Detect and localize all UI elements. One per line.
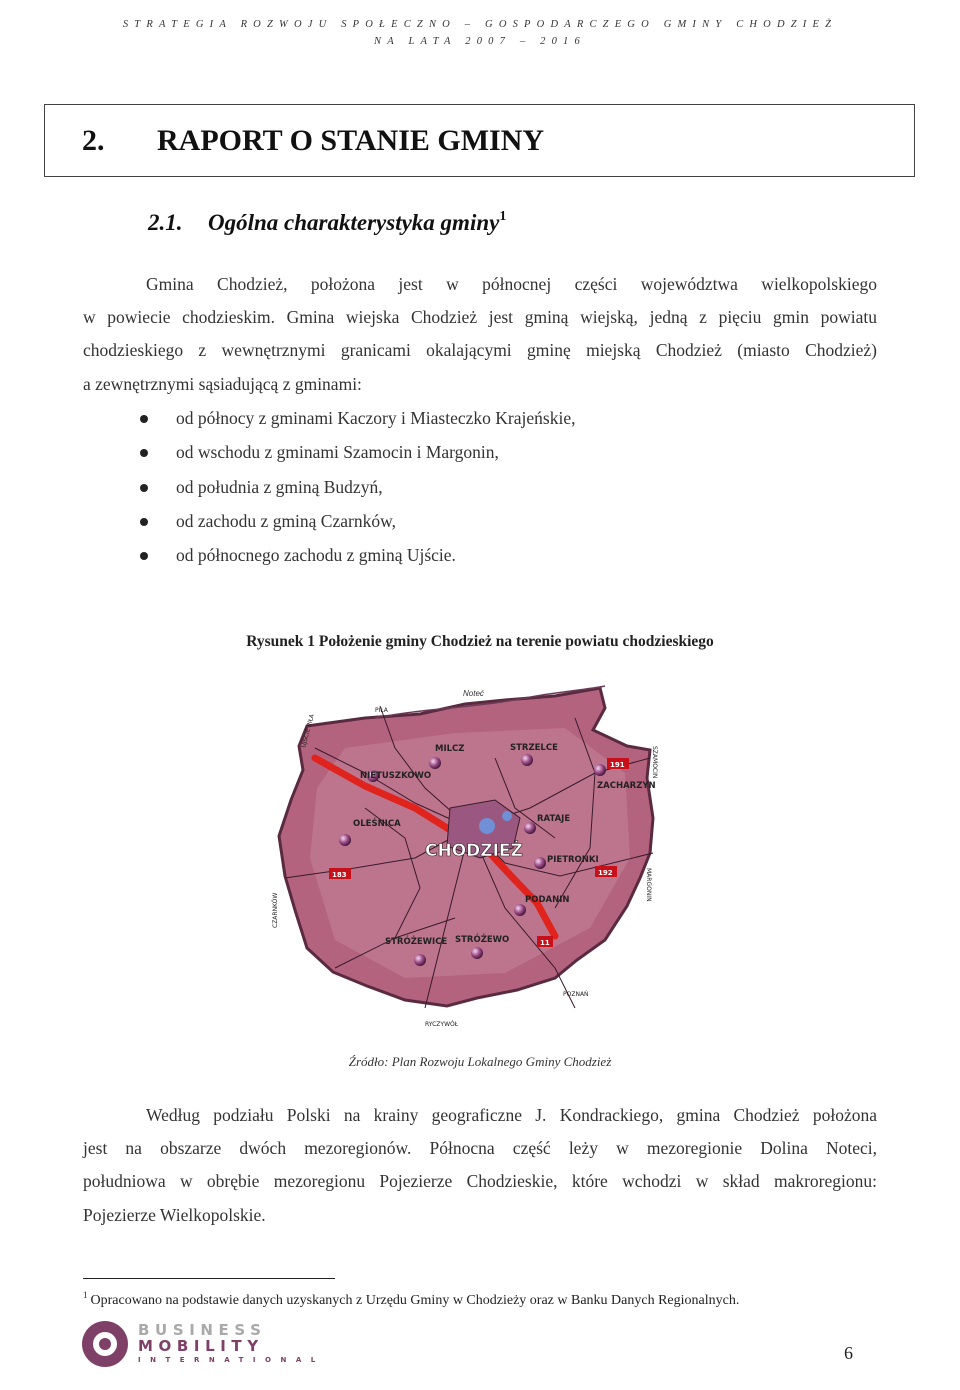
- bullet-dot: [140, 415, 148, 423]
- footnote-ref: 1: [499, 209, 507, 224]
- place-marker: [594, 764, 606, 776]
- figure-caption: Rysunek 1 Położenie gminy Chodzież na terenie powiatu chodzieskiego: [246, 633, 714, 650]
- para2-line-1: Według podziału Polski na krainy geograficzne J. Kondrackiego, gmina Chodzież położona: [146, 1105, 877, 1125]
- label-road-direction: CZARNKÓW: [272, 892, 279, 928]
- label-town: CHODZIEŻ: [425, 841, 523, 861]
- road-number: 192: [598, 869, 613, 877]
- border-item-northwest: od północnego zachodu z gminą Ujście.: [176, 545, 456, 565]
- logo-emblem-icon: [82, 1321, 128, 1367]
- place-marker: [514, 904, 526, 916]
- page-number: 6: [844, 1343, 853, 1363]
- section-title: [148, 209, 506, 236]
- intro-line-3: chodzieskiego z wewnętrznymi granicami okalającymi gminę miejską Chodzież (miasto Chodzież): [83, 340, 877, 360]
- logo-text-international: INTERNATIONAL: [138, 1356, 325, 1364]
- intro-line-1: Gmina Chodzież, położona jest w północnej części województwa wielkopolskiego: [146, 274, 877, 294]
- label-place: STRÓŻEWO: [455, 935, 510, 945]
- border-item-east: od wschodu z gminami Szamocin i Margonin,: [176, 442, 499, 462]
- road-number: 191: [610, 761, 625, 769]
- logo-text-mobility: MOBILITY: [138, 1337, 264, 1355]
- border-item-north: od północy z gminami Kaczory i Miasteczko Krajeńskie,: [176, 408, 576, 428]
- label-river-notec: Noteć: [463, 689, 484, 698]
- chapter-title: [82, 124, 544, 158]
- label-place: OLEŚNICA: [353, 819, 401, 829]
- border-item-south: od południa z gminą Budzyń,: [176, 477, 383, 497]
- para2-line-2: jest na obszarze dwóch mezoregionów. Północna część leży w mezoregionie Dolina Noteci,: [83, 1138, 877, 1158]
- para2-line-3: południowa w obrębie mezoregionu Pojezierze Chodzieskie, które wchodzi w skład makroregionu:: [83, 1171, 877, 1191]
- label-place: PODANIN: [525, 895, 570, 905]
- label-place: NIETUSZKOWO: [360, 771, 432, 781]
- running-header-title: STRATEGIA ROZWOJU SPOŁECZNO – GOSPODARCZEGO GMINY CHODZIEŻ: [122, 19, 838, 30]
- place-marker: [429, 757, 441, 769]
- section-title-text: Ogólna charakterystyka gminy: [208, 210, 500, 235]
- border-item-west: od zachodu z gminą Czarnków,: [176, 511, 396, 531]
- chapter-number: 2.: [82, 124, 105, 157]
- place-marker: [524, 822, 536, 834]
- label-road-direction: PIŁA: [375, 707, 388, 714]
- place-marker: [534, 857, 546, 869]
- place-marker: [471, 947, 483, 959]
- footnote: [83, 1290, 739, 1309]
- intro-line-4: a zewnętrznymi sąsiadującą z gminami:: [83, 374, 362, 394]
- running-header-years: NA LATA 2007 – 2016: [374, 36, 586, 47]
- bullet-dot: [140, 518, 148, 526]
- town-lake: [479, 818, 495, 834]
- label-place: MILCZ: [435, 744, 465, 754]
- bullet-dot: [140, 552, 148, 560]
- bullet-dot: [140, 484, 148, 492]
- label-place: RATAJE: [537, 814, 571, 824]
- chapter-title-text: RAPORT O STANIE GMINY: [157, 124, 545, 157]
- label-road-direction: POZNAŃ: [563, 991, 589, 998]
- place-marker: [414, 954, 426, 966]
- figure-source: Źródło: Plan Rozwoju Lokalnego Gminy Chodzież: [348, 1054, 612, 1069]
- footnote-mark: 1: [83, 1290, 88, 1300]
- footnote-separator: [83, 1278, 335, 1279]
- town-lake: [502, 811, 512, 821]
- label-place: PIETRONKI: [547, 855, 599, 865]
- intro-line-2: w powiecie chodzieskim. Gmina wiejska Chodzież jest gminą wiejską, jedną z pięciu gmin powiatu: [83, 307, 877, 327]
- logo-text-business: BUSINESS: [138, 1321, 267, 1339]
- section-number: 2.1.: [148, 210, 183, 235]
- place-marker: [339, 834, 351, 846]
- label-road-direction: UJŚCIE PIŁA: [300, 713, 316, 749]
- chapter-heading-box: [44, 104, 915, 177]
- business-mobility-logo: [82, 1321, 325, 1367]
- road-number: 11: [540, 939, 550, 947]
- label-place: STRZELCE: [510, 743, 558, 753]
- footnote-text: Opracowano na podstawie danych uzyskanych z Urzędu Gminy w Chodzieży oraz w Banku Danych Regionalnych.: [90, 1293, 740, 1308]
- label-place: ZACHARZYN: [597, 781, 656, 791]
- bullet-dot: [140, 449, 148, 457]
- para2-line-4: Pojezierze Wielkopolskie.: [83, 1205, 266, 1225]
- label-place: STRÓŻEWICE: [385, 937, 448, 947]
- label-road-direction: MARGONIN: [645, 868, 652, 902]
- gmina-map: [255, 678, 675, 1043]
- road-number: 183: [332, 871, 347, 879]
- label-road-direction: RYCZYWÓŁ: [425, 1021, 459, 1028]
- place-marker: [521, 754, 533, 766]
- label-road-direction: SZAMOCIN: [651, 746, 658, 779]
